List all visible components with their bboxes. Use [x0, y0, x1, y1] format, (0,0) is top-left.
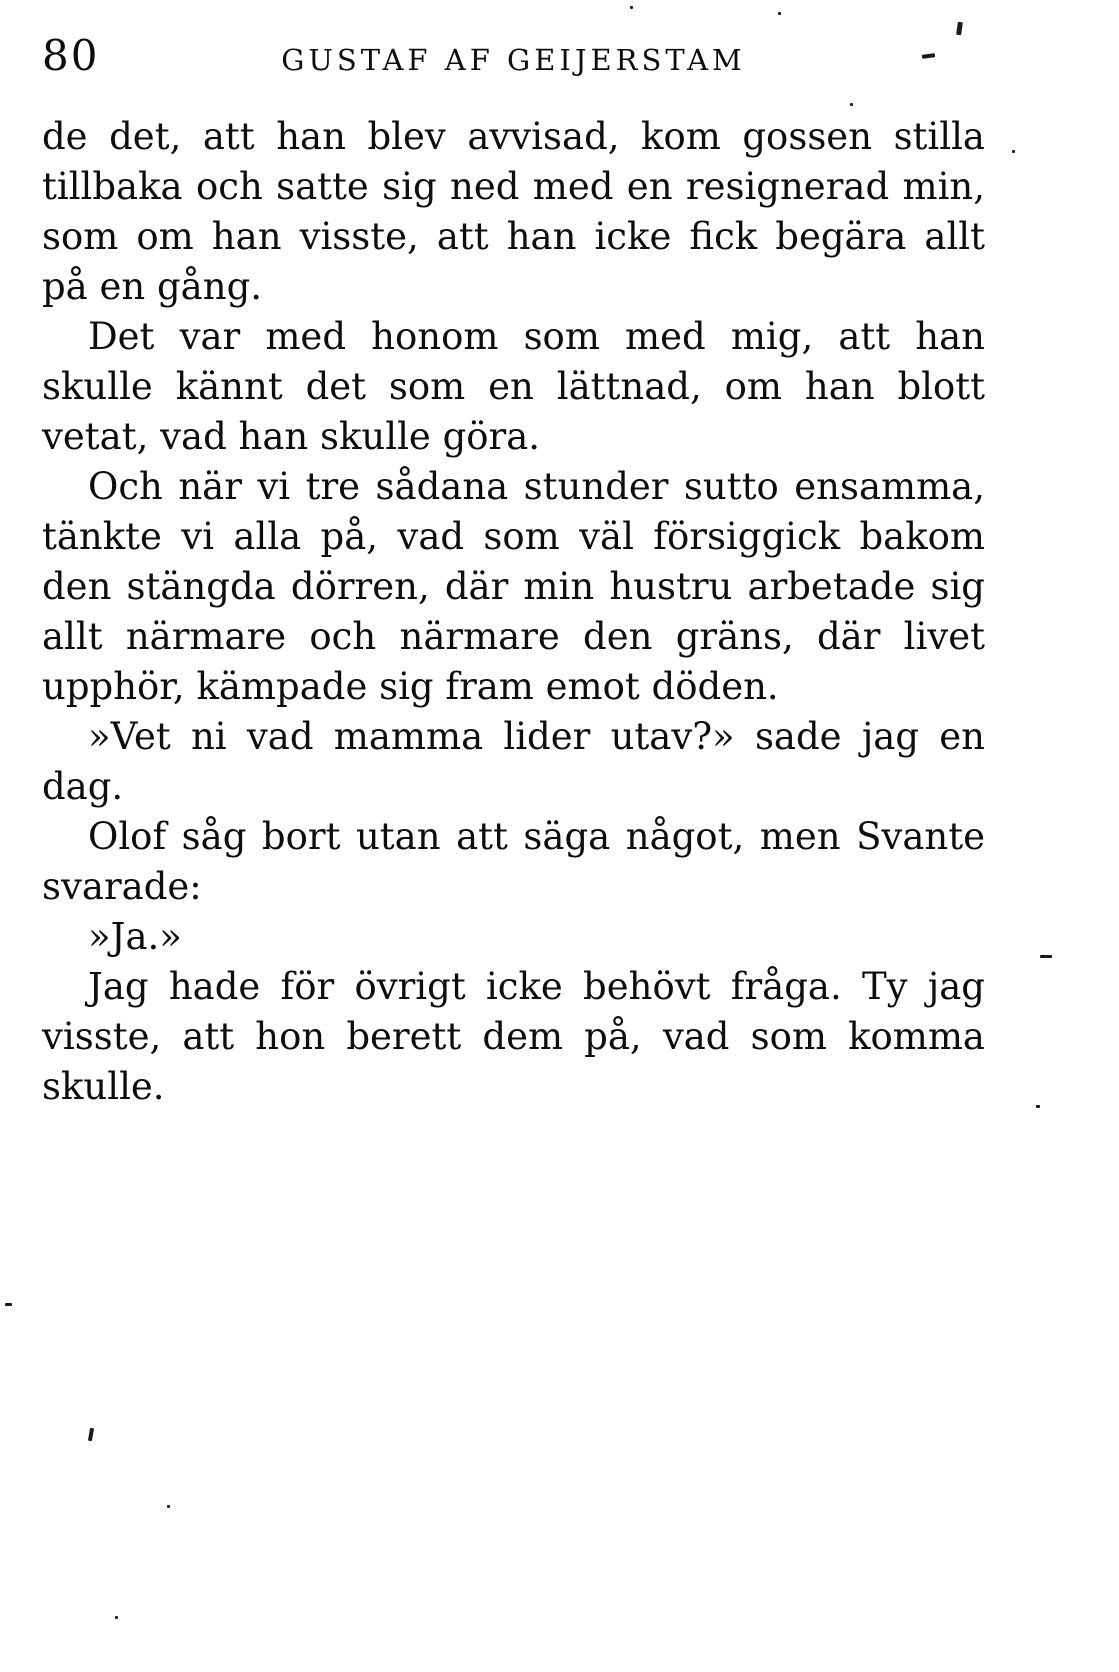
scan-speck	[115, 1616, 118, 1619]
scan-speck	[630, 6, 633, 9]
text-line: tillbaka och satte sig ned med en resignerad min,	[42, 165, 985, 208]
text-line: Och när vi tre sådana stunder sutto ensamma,	[88, 465, 985, 508]
page-number: 80	[42, 31, 100, 80]
paragraph	[42, 812, 985, 912]
text-line: som om han visste, att han icke fick begära allt	[42, 215, 985, 258]
text-line: allt närmare och närmare den gräns, där livet	[42, 615, 985, 658]
text-line: den stängda dörren, där min hustru arbetade sig	[42, 565, 985, 608]
text-line: de det, att han blev avvisad, kom gossen stilla	[42, 115, 985, 158]
scan-speck	[1036, 1105, 1040, 1108]
text-line: »Vet ni vad mamma lider utav?» sade jag en	[88, 715, 985, 758]
text-line: Olof såg bort utan att säga något, men Svante	[88, 815, 985, 858]
text-line: svarade:	[42, 865, 202, 908]
text-line: skulle.	[42, 1065, 165, 1108]
paragraph	[42, 312, 985, 462]
text-line: på en gång.	[42, 265, 263, 308]
scan-speck	[1012, 150, 1015, 153]
scan-speck	[778, 12, 781, 15]
text-line: »Ja.»	[88, 915, 182, 958]
text-line: vetat, vad han skulle göra.	[42, 415, 541, 458]
paragraph	[42, 112, 985, 312]
text-line: upphör, kämpade sig fram emot döden.	[42, 665, 779, 708]
paragraph	[42, 912, 985, 962]
text-line: tänkte vi alla på, vad som väl försiggick bakom	[42, 515, 985, 558]
running-title: GUSTAF AF GEIJERSTAM	[281, 43, 746, 77]
page-header	[42, 31, 985, 84]
text-line: dag.	[42, 765, 124, 808]
body-text	[42, 112, 985, 1112]
paragraph	[42, 462, 985, 712]
text-line: visste, att hon berett dem på, vad som komma	[42, 1015, 985, 1058]
paragraph	[42, 712, 985, 812]
paragraph	[42, 962, 985, 1112]
text-line: skulle kännt det som en lättnad, om han blott	[42, 365, 985, 408]
text-line: Det var med honom som med mig, att han	[88, 315, 985, 358]
scan-speck	[850, 103, 853, 106]
text-line: Jag hade för övrigt icke behövt fråga. Ty jag	[88, 965, 985, 1008]
scan-speck	[88, 1428, 94, 1441]
scan-speck	[1040, 955, 1052, 958]
scan-speck	[5, 1303, 12, 1306]
scan-speck	[167, 1505, 170, 1508]
